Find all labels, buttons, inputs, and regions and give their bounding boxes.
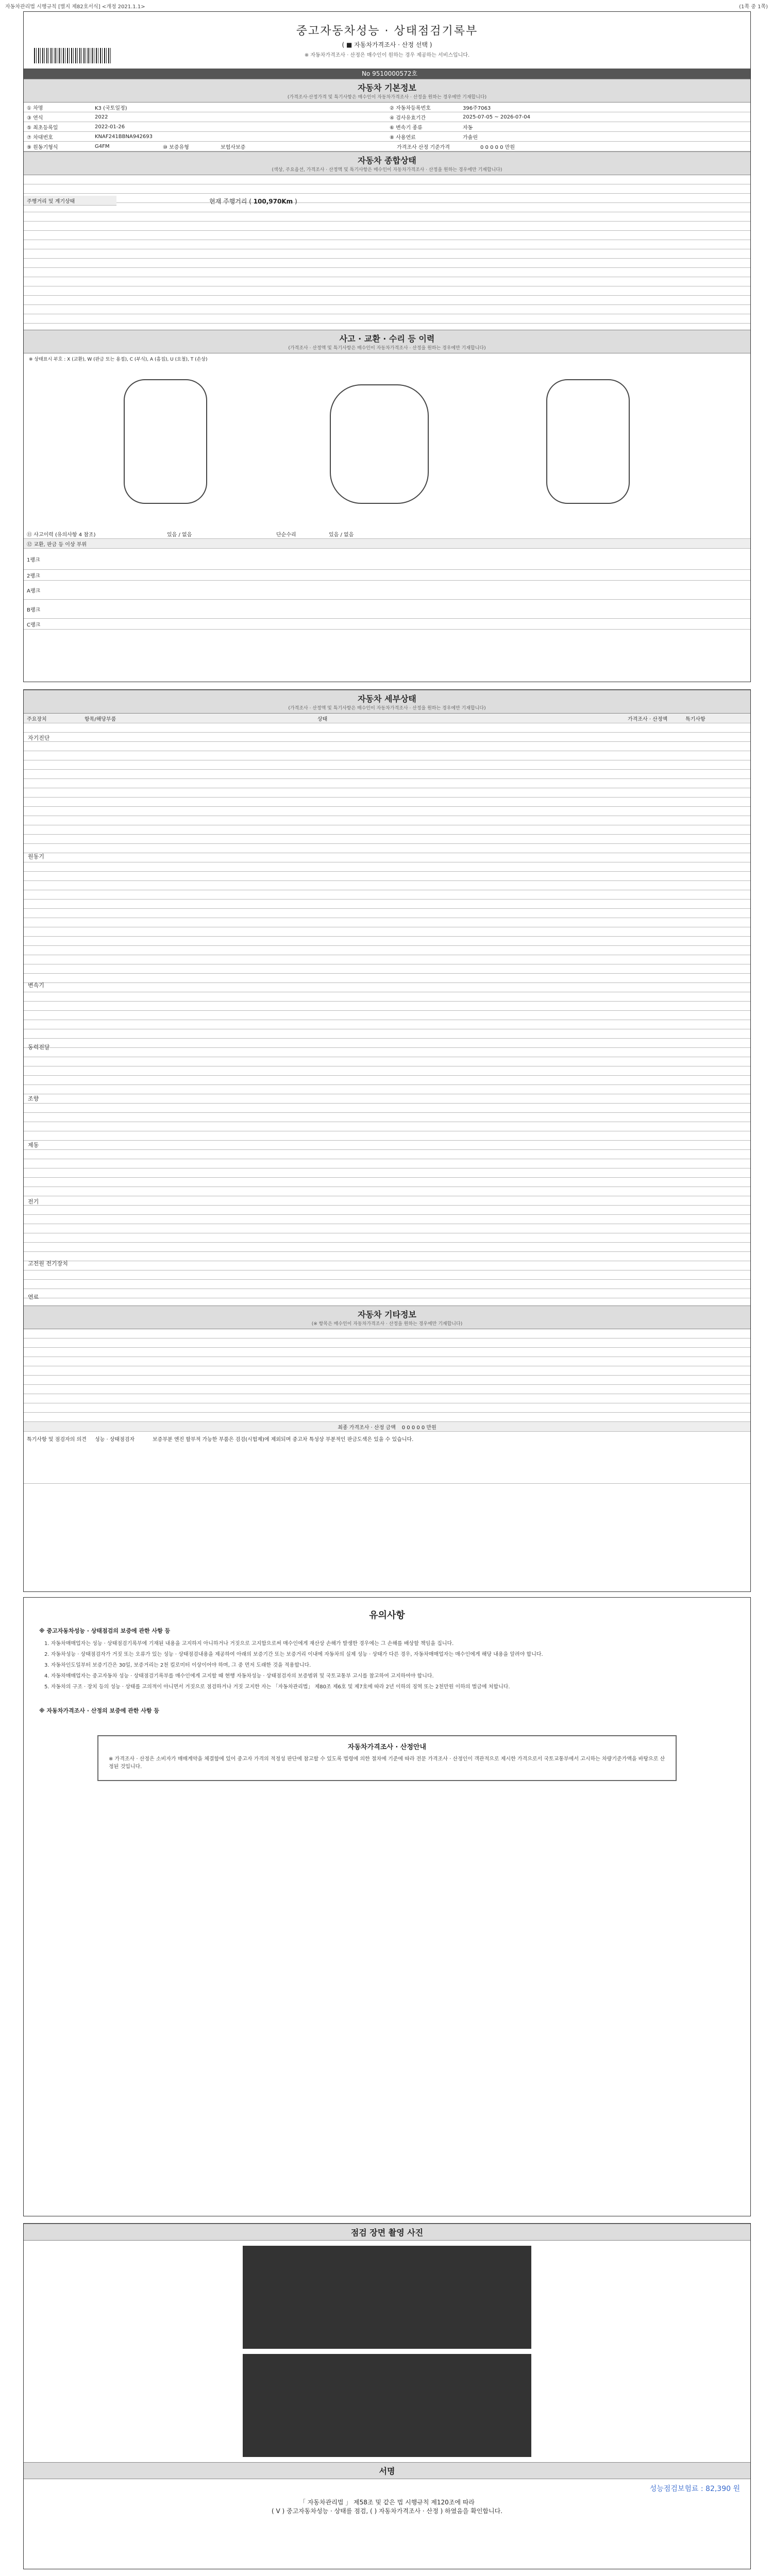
accident-row: ⑪ 사고이력 (유의사항 4 참조) 있음 / 없음 단순수리 있음 / 없음 — [24, 529, 750, 539]
insurance-fee: 성능점검보험료 : 82,390 원 — [649, 2485, 740, 2493]
car-outline-top-left — [124, 380, 207, 503]
trans-label: ⑥ 변속기 종류 — [390, 125, 423, 131]
summary-table — [24, 175, 750, 330]
group-label: 고전원 전기장치 — [28, 1260, 68, 1267]
page-indicator: (1쪽 중 1쪽) — [739, 4, 768, 10]
rank-table: 1랭크 2랭크 A랭크 B랭크 C랭크 — [24, 549, 750, 630]
notice-title: 유의사항 — [369, 1610, 405, 1621]
summary-row-label: 주행거리 및 계기상태 — [24, 196, 116, 206]
reg-label: ② 자동차등록번호 — [390, 105, 431, 111]
valid-value: 2025-07-05 ~ 2026-07-04 — [463, 114, 530, 120]
price-value: 0 0 0 0 0 만원 — [480, 144, 515, 150]
notice-heading: ※ 자동차가격조사 · 산정의 보증에 관한 사항 등 — [39, 1707, 159, 1714]
car-name-label: ① 차명 — [27, 105, 43, 111]
price-label: 가격조사 산정 기준가격 — [397, 144, 450, 150]
summary-header — [24, 151, 750, 175]
footer-line-2: ( V ) 중고자동차성능 · 상태를 점검, ( ) 자동차가격조사 · 산정 ) 하였음을 확인합니다. — [271, 2507, 503, 2515]
page-4-photos — [23, 2223, 751, 2569]
warranty-value: 보험사보증 — [221, 144, 246, 150]
special-remarks: 특기사항 및 점검자의 의견 성능 · 상태점검자 보증부분 엔진 할부적 가능한 부품은 검검(시험제)에 제외되며 중고차 특성상 부분적인 판금도색은 있을 수 있습니다. — [24, 1432, 750, 1484]
page-2 — [23, 689, 751, 1592]
notice-para: 4. 자동차매매업자는 중고자동차 성능 · 상태점검기록부를 매수인에게 고지할 때 현행 자동차성능 · 상태점검자의 보증범위 및 국토교통부 고시를 참고하여 고지하여야 합니다. — [44, 1673, 434, 1679]
year-label: ③ 연식 — [27, 115, 43, 121]
section-subtitle: (색상, 주요옵션, 가격조사 · 산정액 및 특기사항은 매수인이 자동차가격조사 · 산정을 원하는 경우에만 기재합니다) — [272, 167, 502, 173]
section-subtitle: (가격조사 · 산정액 및 특기사항은 매수인이 자동차가격조사 · 산정을 원하는 경우에만 기재합니다) — [288, 706, 486, 711]
trans-value: 자동 — [463, 125, 473, 131]
car-name-value: K3 (국토일정) — [95, 105, 127, 111]
year-value: 2022 — [95, 114, 108, 120]
footer-line-1: 「 자동차관리법 」 제58조 및 같은 법 시행규칙 제120조에 따라 — [299, 2499, 475, 2506]
status-legend: ※ 상태표시 부호 : X (교환), W (판금 또는 용접), C (부식), A (흠집), U (요철), T (손상) — [29, 357, 208, 362]
notice-para: 1. 자동차매매업자는 성능 · 상태점검기록부에 기재된 내용을 고지하지 아니하거나 거짓으로 고지함으로써 매수인에게 재산상 손해가 발생한 경우에는 그 손해를 배상할 책임을 집니다. — [44, 1641, 454, 1647]
reg-value: 396주7063 — [463, 105, 491, 111]
motor-label: ⑨ 원동기형식 — [27, 144, 58, 150]
car-outline-center — [330, 385, 428, 503]
other-table — [24, 1329, 750, 1422]
first-reg-value: 2022-01-26 — [95, 124, 125, 130]
section-title: 자동차 세부상태 — [358, 694, 416, 704]
document-note: ※ 자동차가격조사 · 산정은 매수인이 원하는 경우 제공하는 서비스입니다. — [304, 53, 470, 58]
valuation-box: 자동차가격조사 · 산정안내 ※ 가격조사 · 산정은 소비자가 매매계약을 체결함에 있어 중고자 가격의 적정성 판단에 참고할 수 있도록 법령에 의한 절차에 기준에 따라 전문 가격조사 · 산정인이 객관적으로 제시한 가격으로서 국토교통부에서 고시하는 차량기준가액을 바탕으로 산정된 것입니다. — [97, 1735, 677, 1781]
exchange-row: ⑫ 교환, 판금 등 이상 부위 — [24, 539, 750, 549]
group-label: 조향 — [28, 1095, 39, 1102]
page-3-notice — [23, 1597, 751, 2216]
notice-heading: ※ 중고자동차성능 · 상태점검의 보증에 관한 사항 등 — [39, 1628, 171, 1634]
vin-value: KNAF241BBNA942693 — [95, 133, 153, 140]
notice-para: 5. 자동차의 구조 · 장치 등의 성능 · 상태를 고의적이 아니면서 거짓으로 점검하거나 거짓 고지한 자는 「자동차관리법」 제80조 제6호 및 제7호에 따라 2년 이하의 징역 또는 2천만원 이하의 벌금에 처합니다. — [44, 1684, 510, 1690]
valid-label: ④ 검사유효기간 — [390, 115, 426, 121]
section-title: 사고 · 교환 · 수리 등 이력 — [339, 334, 435, 344]
form-topline — [0, 0, 773, 11]
fuel-value: 가솔린 — [463, 134, 478, 141]
inspection-photo-1 — [243, 2246, 531, 2349]
group-label: 원동기 — [28, 853, 44, 860]
form-law-note: 자동차관리법 시행규칙 [별지 제82호서식] <개정 2021.1.1> — [5, 4, 145, 10]
basic-info-table — [24, 103, 750, 151]
group-label: 제동 — [28, 1142, 39, 1148]
vin-label: ⑦ 차대번호 — [27, 134, 53, 141]
car-diagram — [52, 364, 722, 519]
group-label: 연료 — [28, 1294, 39, 1300]
section-title: 자동차 기본정보 — [358, 83, 416, 93]
document-number: No 9510000572호 — [24, 69, 750, 79]
other-header — [24, 1306, 750, 1329]
page-1 — [23, 11, 751, 682]
document-subtitle: ( ■ 자동차가격조사 · 산정 선택 ) — [342, 41, 432, 48]
notice-para: 3. 자동차인도일부터 보증기간은 30일, 보증거리는 2천 킬로미터 이상이어야 하며, 그 중 먼저 도래한 것을 적용합니다. — [44, 1663, 311, 1668]
detail-table — [24, 723, 750, 1306]
document-header — [24, 12, 750, 79]
group-label: 전기 — [28, 1198, 39, 1205]
total-row: 최종 가격조사 · 산정 금액 0 0 0 0 0 만원 — [24, 1422, 750, 1432]
fuel-label: ⑧ 사용연료 — [390, 134, 416, 141]
mileage: 현재 주행거리 ( 100,970Km ) — [209, 198, 297, 205]
inspection-photo-2 — [243, 2354, 531, 2457]
section-title: 자동차 종합상태 — [358, 156, 416, 165]
document-title: 중고자동차성능 · 상태점검기록부 — [296, 25, 478, 38]
detail-table-header: 주요장치 항목/해당부품 상태 가격조사 · 산정액 특기사항 — [24, 714, 750, 723]
section-subtitle: (가격조사 · 산정액 및 특기사항은 매수인이 자동차가격조사 · 산정을 원하는 경우에만 기재합니다) — [288, 346, 486, 351]
group-label: 자기진단 — [28, 735, 50, 741]
section-subtitle: (가격조사·산정가격 및 특기사항은 매수인이 자동차가격조사 · 산정을 원하는 경우에만 기재합니다) — [287, 95, 487, 100]
motor-value: G4FM — [95, 143, 110, 149]
section-title: 자동차 기타정보 — [358, 1310, 416, 1319]
group-label: 동력전달 — [28, 1044, 50, 1050]
notice-para: 2. 자동차성능 · 상태점검자가 거짓 또는 오류가 있는 성능 · 상태점검내용을 제공하여 아래의 보증기간 또는 보증거리 이내에 자동차의 실제 성능 · 상태가 다른 경우, 자동차매매업자는 매수인에게 해당 내용을 알려야 합니다. — [44, 1652, 543, 1657]
car-outline-top-right — [547, 380, 629, 503]
barcode — [34, 48, 111, 63]
first-reg-label: ⑤ 최초등록일 — [27, 125, 58, 131]
accident-header — [24, 330, 750, 353]
warranty-label: ⑩ 보증유형 — [163, 144, 189, 150]
section-subtitle: (※ 항목은 매수인이 자동차가격조사 · 산정을 원하는 경우에만 기재합니다) — [311, 1321, 463, 1327]
sign-header: 서명 — [24, 2462, 750, 2479]
group-label: 변속기 — [28, 982, 44, 989]
detail-header — [24, 690, 750, 714]
basic-info-header — [24, 79, 750, 103]
photos-header: 점검 장면 촬영 사진 — [24, 2224, 750, 2241]
